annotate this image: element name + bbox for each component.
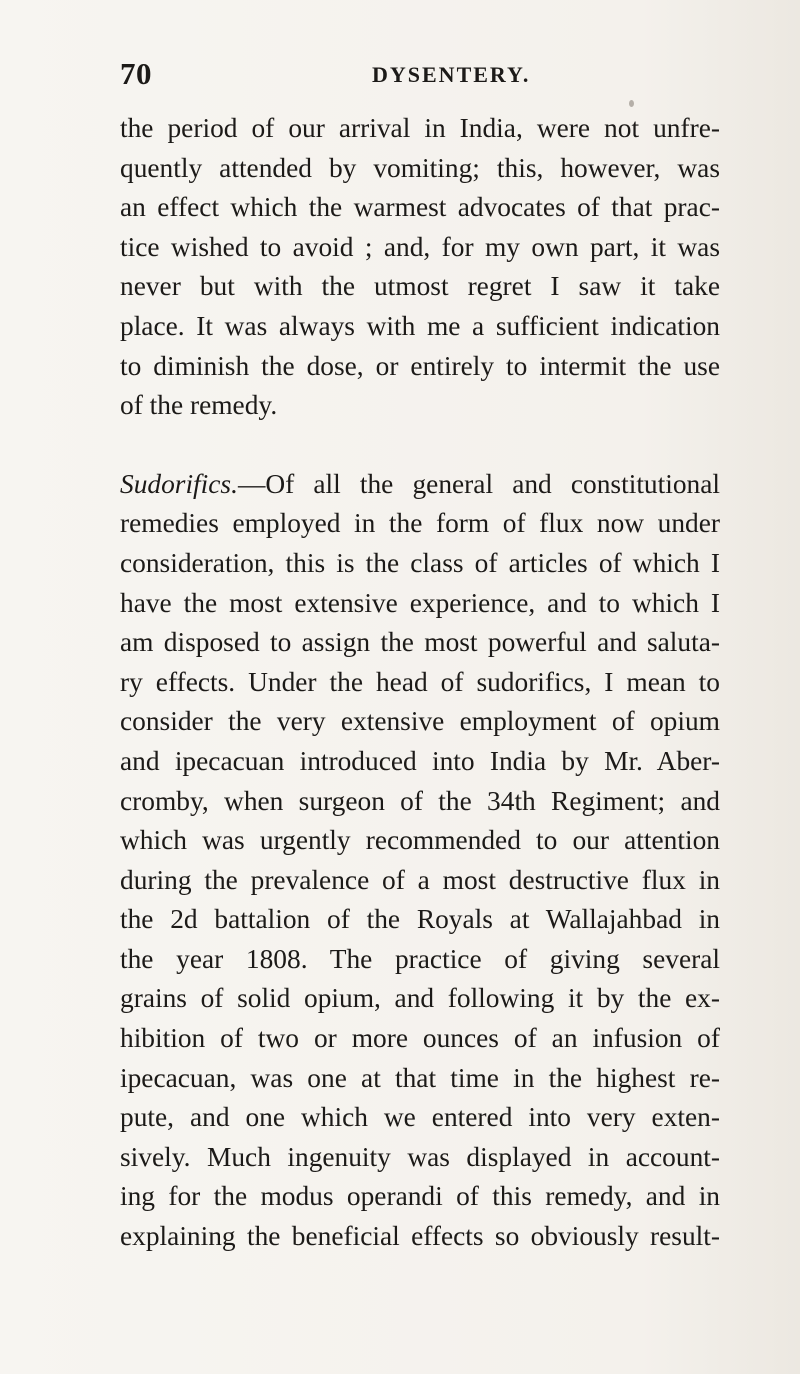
text-line: explaining the beneficial effects so obviously result- (120, 1221, 720, 1252)
text-line: place. It was always with me a sufficient indication (120, 310, 720, 341)
heading-line-rest: —Of all the general and constitutional (237, 468, 720, 499)
section-heading: Sudorifics. (120, 468, 238, 499)
page-header (120, 56, 720, 96)
text-line: grains of solid opium, and following it by the ex- (120, 983, 720, 1014)
paragraph-1 (120, 109, 720, 426)
text-line: tice wished to avoid ; and, for my own part, it was (120, 231, 720, 262)
text-line: and ipecacuan introduced into India by Mr. Aber- (120, 745, 720, 776)
running-head: DYSENTERY. (372, 62, 531, 87)
text-line: of the remedy. (120, 390, 278, 421)
text-line: sively. Much ingenuity was displayed in account- (120, 1141, 720, 1172)
text-line: consider the very extensive employment of opium (120, 706, 720, 737)
text-line: ing for the modus operandi of this remedy, and in (120, 1181, 720, 1212)
text-line: during the prevalence of a most destructive flux in (120, 864, 720, 895)
text-line: never but with the utmost regret I saw it take (120, 271, 720, 302)
text-line: ry effects. Under the head of sudorifics, I mean to (120, 666, 720, 697)
text-line: to diminish the dose, or entirely to intermit the use (120, 350, 720, 381)
body-text (120, 109, 720, 1257)
text-line: the 2d battalion of the Royals at Wallajahbad in (120, 904, 720, 935)
text-line: have the most extensive experience, and to which I (120, 587, 720, 618)
text-line: quently attended by vomiting; this, however, was (120, 152, 720, 183)
text-line: remedies employed in the form of flux now under (120, 508, 720, 539)
text-line: hibition of two or more ounces of an infusion of (120, 1023, 720, 1054)
text-line (120, 465, 720, 505)
text-line: the year 1808. The practice of giving several (120, 943, 720, 974)
ink-speck (629, 100, 634, 107)
text-line: an effect which the warmest advocates of that prac- (120, 192, 720, 223)
text-line: cromby, when surgeon of the 34th Regiment; and (120, 785, 720, 816)
text-line: consideration, this is the class of articles of which I (120, 547, 720, 578)
text-line: pute, and one which we entered into very exten- (120, 1102, 720, 1133)
page-number: 70 (120, 56, 152, 91)
text-line: the period of our arrival in India, were not unfre- (120, 113, 720, 143)
text-line: ipecacuan, was one at that time in the highest re- (120, 1062, 720, 1093)
paragraph-2 (120, 465, 720, 1257)
text-line: which was urgently recommended to our attention (120, 825, 720, 856)
text-line: am disposed to assign the most powerful and saluta- (120, 627, 720, 658)
